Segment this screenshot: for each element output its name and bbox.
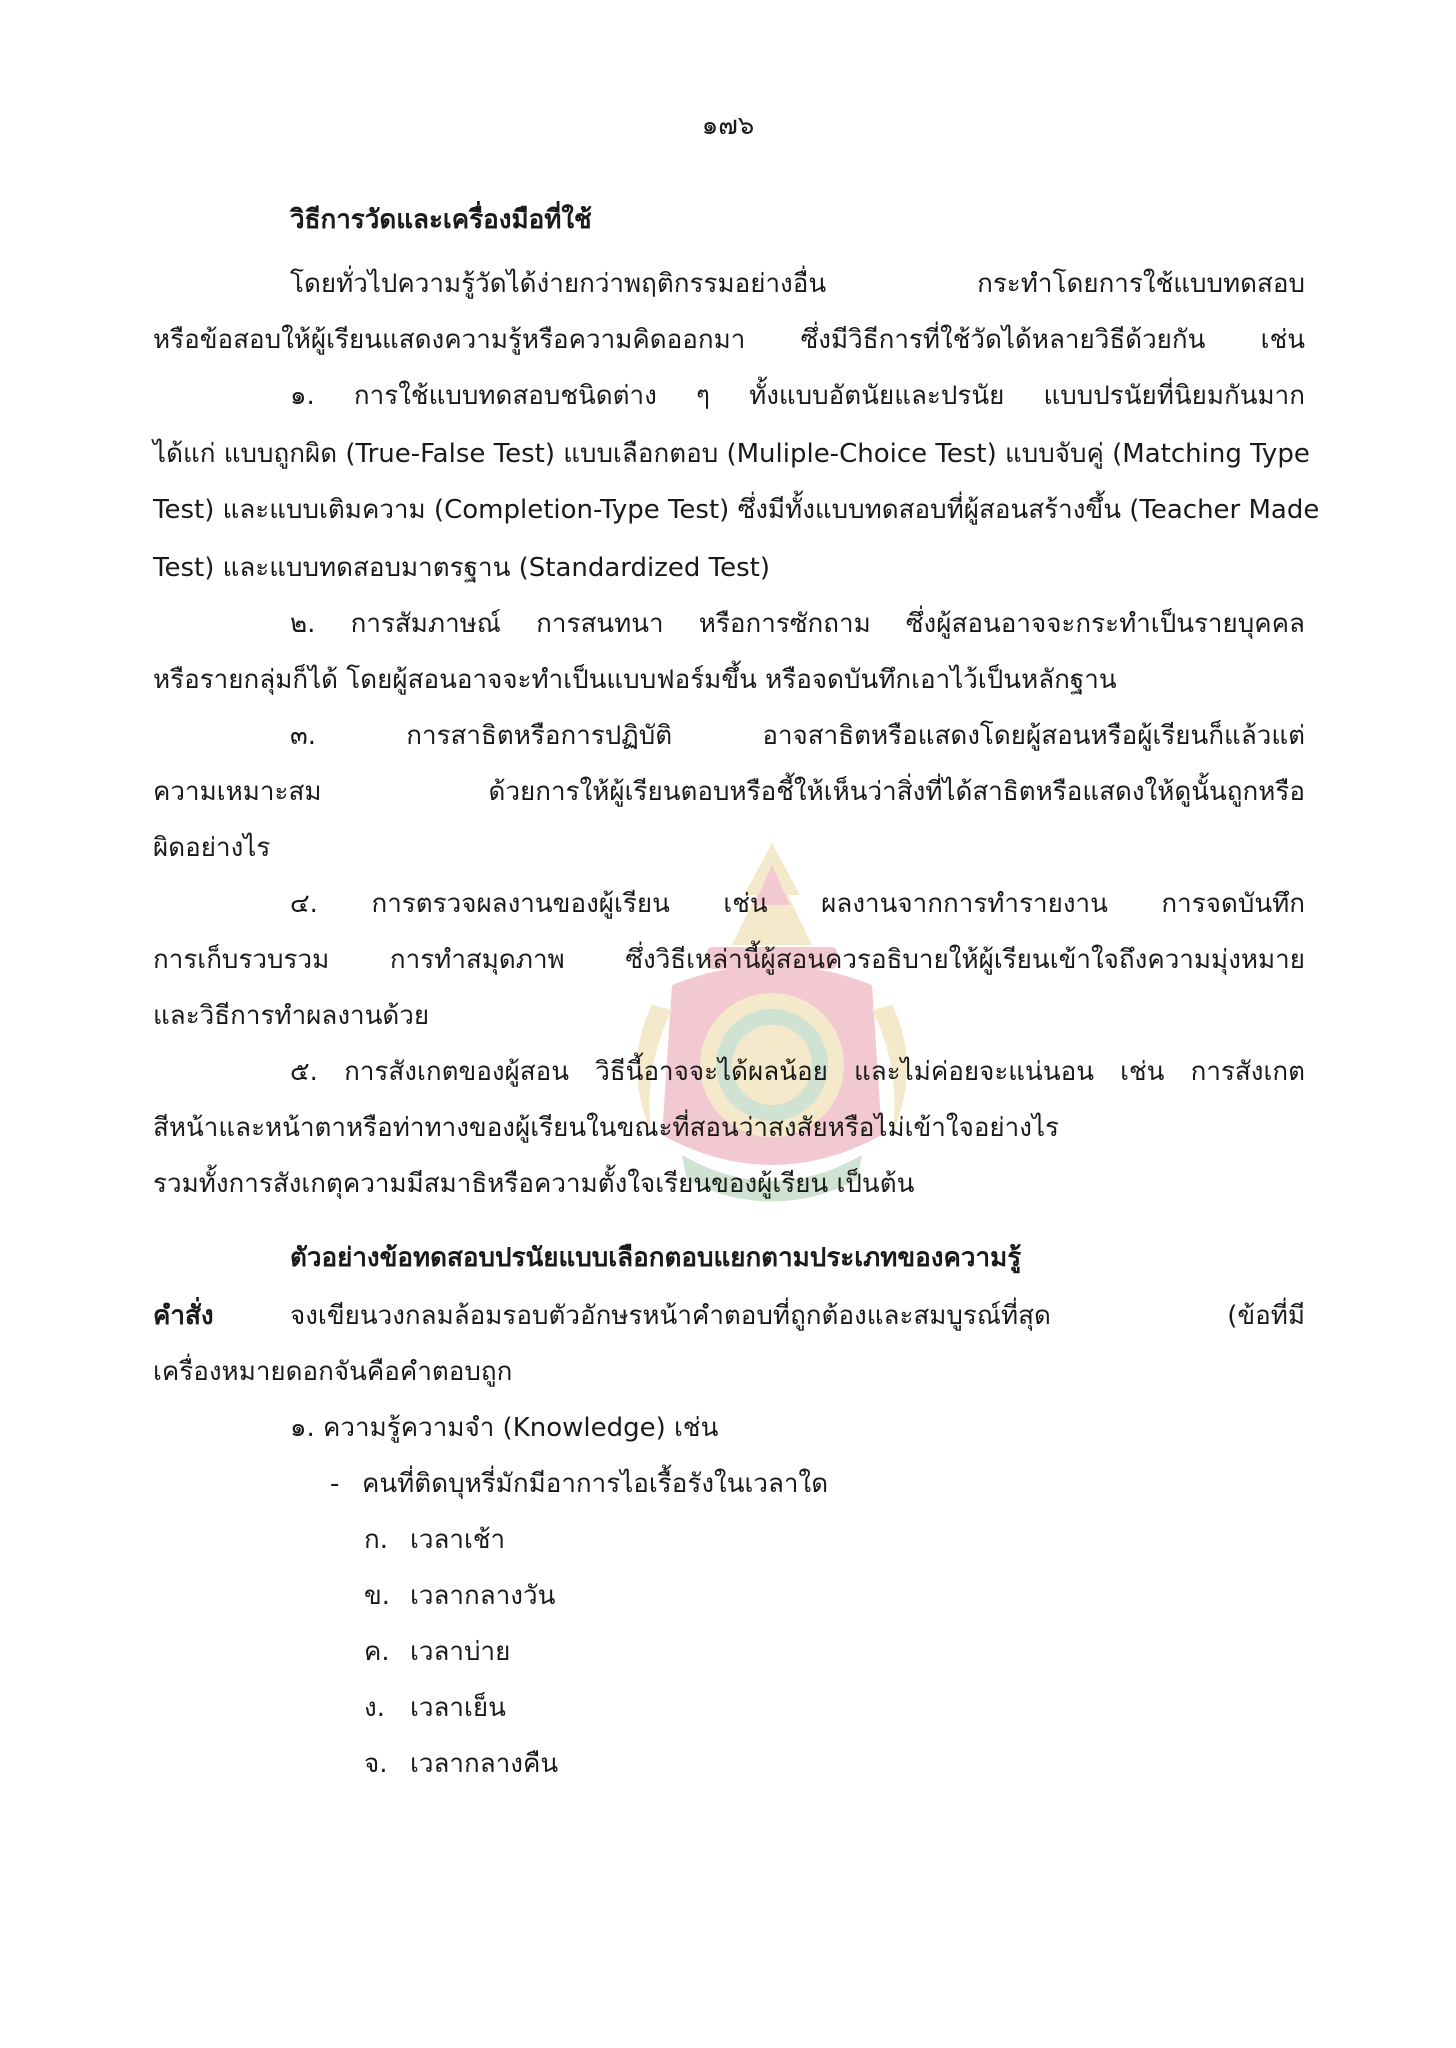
choice-letter: ง.: [364, 1693, 385, 1723]
item3-line-3: ผิดอย่างไร: [153, 833, 271, 863]
item5-line-2: สีหน้าและหน้าตาหรือท่าทางของผู้เรียนในขณะที่สอนว่าสงสัยหรือไม่เข้าใจอย่างไร: [153, 1113, 1060, 1143]
choice-text: เวลาเย็น: [410, 1693, 506, 1723]
knowledge-section-label: ๑. ความรู้ความจำ (Knowledge) เช่น: [290, 1413, 719, 1443]
intro-line-1: โดยทั่วไปความรู้วัดได้ง่ายกว่าพฤติกรรมอย่างอื่น กระทำโดยการใช้แบบทดสอบ: [290, 269, 1305, 299]
choice-letter: ก.: [364, 1525, 389, 1555]
item1-line-4: Test) และแบบทดสอบมาตรฐาน (Standardized Test): [153, 553, 771, 583]
question-dash: -: [330, 1469, 340, 1499]
choice-letter: ค.: [364, 1637, 390, 1667]
page-number: ๑๗๖: [701, 111, 755, 141]
item3-line-2: ความเหมาะสม ด้วยการให้ผู้เรียนตอบหรือชี้ให้เห็นว่าสิ่งที่ได้สาธิตหรือแสดงให้ดูนั้นถูกหรือ: [153, 777, 1305, 807]
instruction-line-2: เครื่องหมายดอกจันคือคำตอบถูก: [153, 1357, 513, 1387]
instruction-line-1: จงเขียนวงกลมล้อมรอบตัวอักษรหน้าคำตอบที่ถูกต้องและสมบูรณ์ที่สุด (ข้อที่มี: [290, 1301, 1305, 1331]
item1-line-1: ๑. การใช้แบบทดสอบชนิดต่าง ๆ ทั้งแบบอัตนัยและปรนัย แบบปรนัยที่นิยมกันมาก: [290, 381, 1305, 411]
item4-line-2: การเก็บรวบรวม การทำสมุดภาพ ซึ่งวิธีเหล่านี้ผู้สอนควรอธิบายให้ผู้เรียนเข้าใจถึงความมุ่งหมาย: [153, 945, 1305, 975]
item2-line-1: ๒. การสัมภาษณ์ การสนทนา หรือการซักถาม ซึ่งผู้สอนอาจจะกระทำเป็นรายบุคคล: [290, 609, 1305, 639]
item1-line-2: ได้แก่ แบบถูกผิด (True-False Test) แบบเลือกตอบ (Muliple-Choice Test) แบบจับคู่ (Matching Type: [153, 439, 1310, 469]
item3-line-1: ๓. การสาธิตหรือการปฏิบัติ อาจสาธิตหรือแสดงโดยผู้สอนหรือผู้เรียนก็แล้วแต่: [290, 721, 1305, 751]
item1-line-3: Test) และแบบเติมความ (Completion-Type Test) ซึ่งมีทั้งแบบทดสอบที่ผู้สอนสร้างขึ้น (Teacher Made: [153, 495, 1320, 525]
item5-line-3: รวมทั้งการสังเกตุความมีสมาธิหรือความตั้งใจเรียนของผู้เรียน เป็นต้น: [153, 1169, 915, 1199]
choice-text: เวลาบ่าย: [410, 1637, 511, 1667]
section-heading-examples: ตัวอย่างข้อทดสอบปรนัยแบบเลือกตอบแยกตามประเภทของความรู้: [290, 1243, 1022, 1273]
item4-line-3: และวิธีการทำผลงานด้วย: [153, 1001, 430, 1031]
section-heading-methods: วิธีการวัดและเครื่องมือที่ใช้: [290, 205, 592, 235]
choice-text: เวลากลางคืน: [410, 1749, 559, 1779]
intro-line-2: หรือข้อสอบให้ผู้เรียนแสดงความรู้หรือความคิดออกมา ซึ่งมีวิธีการที่ใช้วัดได้หลายวิธีด้วยกัน เช่น: [153, 325, 1305, 355]
item4-line-1: ๔. การตรวจผลงานของผู้เรียน เช่น ผลงานจากการทำรายงาน การจดบันทึก: [290, 889, 1305, 919]
instruction-label: คำสั่ง: [153, 1301, 214, 1331]
item2-line-2: หรือรายกลุ่มก็ได้ โดยผู้สอนอาจจะทำเป็นแบบฟอร์มขึ้น หรือจดบันทึกเอาไว้เป็นหลักฐาน: [153, 665, 1117, 695]
choice-letter: จ.: [364, 1749, 388, 1779]
item5-line-1: ๕. การสังเกตของผู้สอน วิธีนี้อาจจะได้ผลน้อย และไม่ค่อยจะแน่นอน เช่น การสังเกต: [290, 1057, 1305, 1087]
choice-text: เวลากลางวัน: [410, 1581, 556, 1611]
choice-letter: ข.: [364, 1581, 391, 1611]
question-text: คนที่ติดบุหรี่มักมีอาการไอเรื้อรังในเวลาใด: [362, 1469, 829, 1499]
choice-text: เวลาเช้า: [410, 1525, 506, 1555]
